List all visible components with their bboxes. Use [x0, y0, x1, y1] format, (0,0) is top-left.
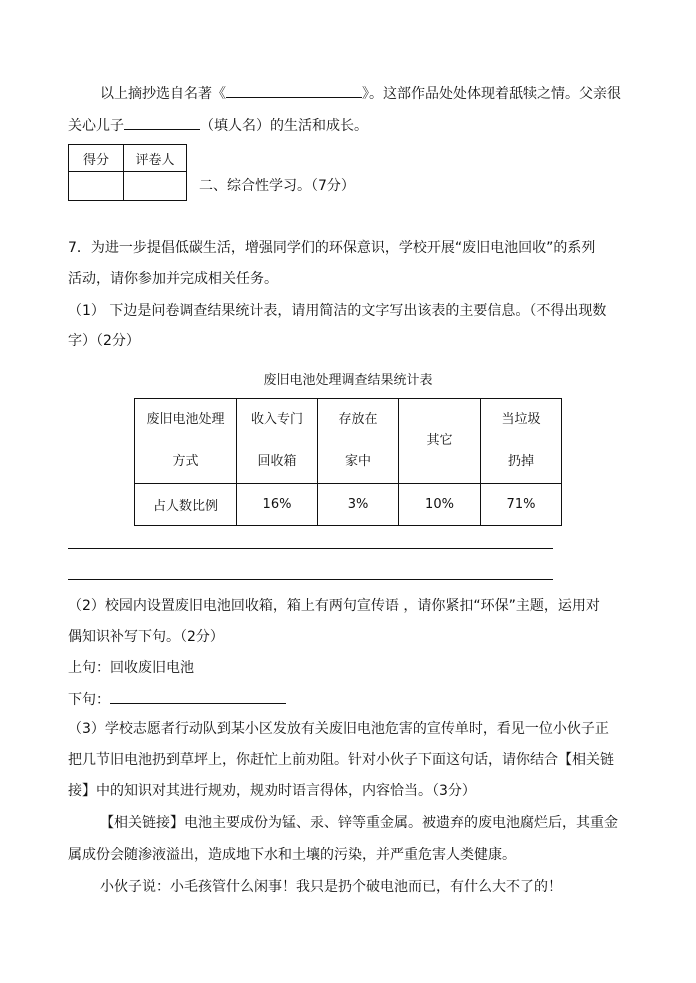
excerpt-line-1-pre: 以上摘抄选自名著《 [100, 86, 226, 102]
related-link-line-1: 【相关链接】电池主要成份为锰、汞、锌等重金属。被遗弃的废电池腐烂后，其重金 [100, 815, 618, 831]
excerpt-line-1-post: 》。这部作品处处体现着舐犊之情。父亲很 [362, 86, 621, 102]
stat-table-title: 废旧电池处理调查结果统计表 [263, 373, 433, 388]
excerpt-line-2 [68, 115, 368, 136]
score-table [68, 144, 187, 201]
person-name-blank[interactable] [124, 115, 200, 130]
excerpt-line-2-post: （填人名）的生活和成长。 [200, 118, 368, 134]
q7-sub1-line-2: 字）（2分） [68, 333, 140, 349]
header-other: 其它 [399, 399, 481, 484]
header-trash: 当垃圾 扔掉 [481, 399, 562, 484]
book-title-blank[interactable] [226, 83, 362, 98]
score-header: 得分 [69, 145, 124, 172]
header-store-home: 存放在 家中 [318, 399, 399, 484]
header-method: 废旧电池处理 方式 [135, 399, 237, 484]
header-recycle-bin: 收入专门 回收箱 [237, 399, 318, 484]
q7-sub2-line-1: （2）校园内设置废旧电池回收箱，箱上有两句宣传语 ，请你紧扣“环保”主题，运用对 [68, 598, 600, 614]
lower-sentence-blank[interactable] [110, 689, 286, 704]
value-recycle-bin: 16% [237, 484, 318, 526]
excerpt-line-2-pre: 关心儿子 [68, 118, 124, 134]
q7-sub3-line-3: 接】中的知识对其进行规劝，规劝时语言得体，内容恰当。（3分） [68, 783, 476, 799]
grader-cell[interactable] [124, 172, 187, 201]
excerpt-line-1 [100, 83, 621, 104]
grader-header: 评卷人 [124, 145, 187, 172]
q7-sub3-line-1: （3）学校志愿者行动队到某小区发放有关废旧电池危害的宣传单时，看见一位小伙子正 [68, 721, 609, 737]
q7-line-1: 7．为进一步提倡低碳生活，增强同学们的环保意识，学校开展“废旧电池回收”的系列 [68, 240, 596, 256]
lower-sentence [68, 689, 286, 710]
value-other: 10% [399, 484, 481, 526]
value-store-home: 3% [318, 484, 399, 526]
score-cell[interactable] [69, 172, 124, 201]
q7-sub3-line-2: 把几节旧电池扔到草坪上，你赶忙上前劝阻。针对小伙子下面这句话，请你结合【相关链 [68, 752, 614, 768]
young-man-quote: 小伙子说：小毛孩管什么闲事！我只是扔个破电池而已，有什么大不了的！ [100, 879, 562, 895]
section-2-title: 二、综合性学习。（7分） [199, 178, 355, 194]
q7-sub1-line-1: （1） 下边是问卷调查结果统计表，请用简洁的文字写出该表的主要信息。（不得出现数 [68, 303, 607, 319]
answer-line-1[interactable] [68, 548, 553, 549]
lower-sentence-label: 下句： [68, 692, 110, 708]
answer-line-2[interactable] [68, 579, 553, 580]
q7-line-2: 活动，请你参加并完成相关任务。 [68, 271, 278, 287]
battery-survey-table [134, 398, 562, 526]
related-link-line-2: 属成份会随渗液溢出，造成地下水和土壤的污染，并严重危害人类健康。 [68, 847, 516, 863]
value-trash: 71% [481, 484, 562, 526]
q7-sub2-line-2: 偶知识补写下句。（2分） [68, 629, 224, 645]
row-label: 占人数比例 [135, 484, 237, 526]
upper-sentence: 上句：回收废旧电池 [68, 660, 194, 676]
